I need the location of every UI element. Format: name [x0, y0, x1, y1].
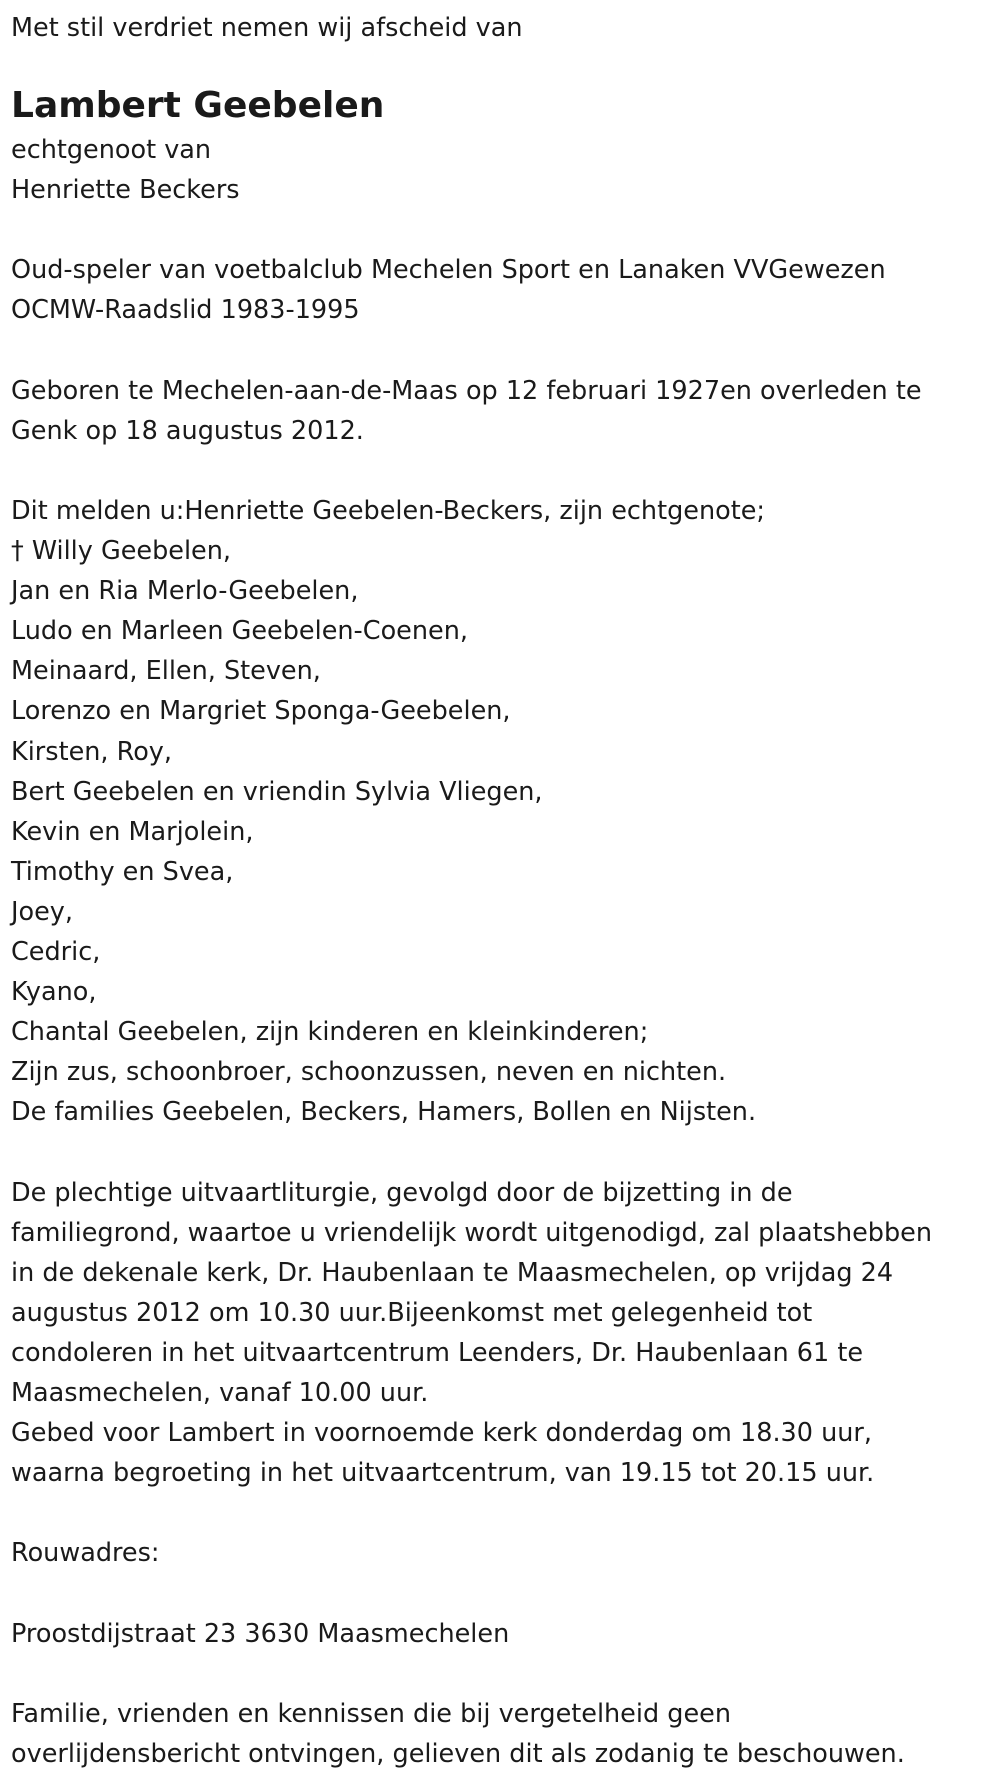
closing-line: overlijdensbericht ontvingen, gelieven dit als zodanig te beschouwen.: [11, 1738, 905, 1769]
family-line: Zijn zus, schoonbroer, schoonzussen, neven en nichten.: [11, 1057, 727, 1088]
family-line: Ludo en Marleen Geebelen-Coenen,: [11, 616, 468, 647]
family-list: [11, 491, 989, 1133]
ceremony-line: familiegrond, waartoe u vriendelijk wordt uitgenodigd, zal plaatshebben: [11, 1217, 933, 1248]
spacer: [11, 1493, 989, 1533]
closing-line: Familie, vrienden en kennissen die bij vergetelheid geen: [11, 1698, 731, 1729]
family-line: Kevin en Marjolein,: [11, 816, 254, 847]
spouse-line: Henriette Beckers: [11, 175, 240, 206]
ceremony-line: waarna begroeting in het uitvaartcentrum, van 19.15 tot 20.15 uur.: [11, 1458, 875, 1489]
family-line: Dit melden u:Henriette Geebelen-Beckers, zijn echtgenote;: [11, 495, 765, 526]
intro-text: Met stil verdriet nemen wij afscheid van: [11, 13, 523, 43]
ceremony-line: De plechtige uitvaartliturgie, gevolgd door de bijzetting in de: [11, 1177, 793, 1208]
family-line: Kirsten, Roy,: [11, 736, 173, 767]
birth-death-line: Genk op 18 augustus 2012.: [11, 415, 364, 446]
spacer: [11, 48, 989, 80]
mourning-address: Proostdijstraat 23 3630 Maasmechelen: [11, 1618, 510, 1649]
family-line: Lorenzo en Margriet Sponga-Geebelen,: [11, 696, 511, 727]
family-line: Cedric,: [11, 936, 101, 967]
career-line: Oud-speler van voetbalclub Mechelen Sport en Lanaken VVGewezen: [11, 255, 886, 286]
spacer: [11, 331, 989, 371]
spacer: [11, 210, 989, 250]
family-line: Kyano,: [11, 977, 97, 1008]
family-line: † Willy Geebelen,: [11, 536, 232, 567]
ceremony-line: condoleren in het uitvaartcentrum Leenders, Dr. Haubenlaan 61 te: [11, 1337, 864, 1368]
ceremony-line: Gebed voor Lambert in voornoemde kerk donderdag om 18.30 uur,: [11, 1418, 873, 1449]
ceremony-line: in de dekenale kerk, Dr. Haubenlaan te Maasmechelen, op vrijdag 24: [11, 1257, 894, 1288]
family-line: Meinaard, Ellen, Steven,: [11, 656, 321, 687]
family-line: Jan en Ria Merlo-Geebelen,: [11, 576, 359, 607]
birth-death-line: Geboren te Mechelen-aan-de-Maas op 12 februari 1927en overleden te: [11, 375, 922, 406]
career-line: OCMW-Raadslid 1983-1995: [11, 295, 360, 326]
spacer: [11, 1573, 989, 1613]
spacer: [11, 1654, 989, 1694]
spacer: [11, 1132, 989, 1172]
ceremony-line: augustus 2012 om 10.30 uur.Bijeenkomst met gelegenheid tot: [11, 1297, 813, 1328]
deceased-name: Lambert Geebelen: [11, 85, 385, 127]
family-line: Bert Geebelen en vriendin Sylvia Vliegen,: [11, 776, 543, 807]
spouse-line: echtgenoot van: [11, 135, 212, 166]
ceremony-details: [11, 1173, 989, 1494]
family-line: Timothy en Svea,: [11, 856, 234, 887]
family-line: De families Geebelen, Beckers, Hamers, Bollen en Nijsten.: [11, 1097, 757, 1128]
ceremony-line: Maasmechelen, vanaf 10.00 uur.: [11, 1378, 429, 1408]
mourning-address-label: Rouwadres:: [11, 1538, 160, 1569]
spacer: [11, 451, 989, 491]
family-line: Joey,: [11, 896, 74, 927]
family-line: Chantal Geebelen, zijn kinderen en kleinkinderen;: [11, 1017, 649, 1048]
